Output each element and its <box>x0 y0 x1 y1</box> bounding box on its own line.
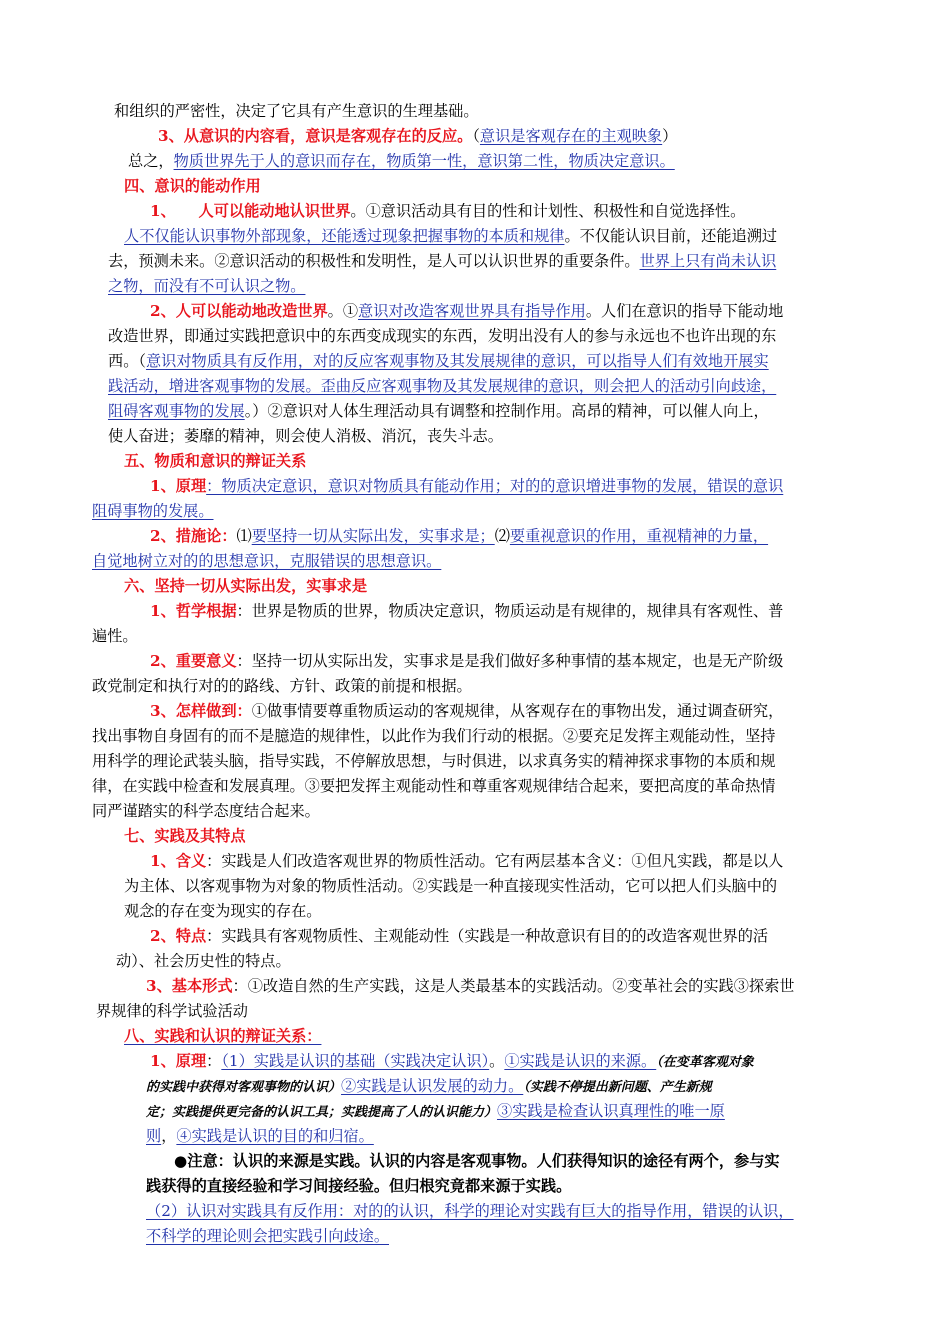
paren: ） <box>662 127 678 145</box>
text-line <box>150 851 783 871</box>
underlined-phrase: 意识对改造客观世界具有指导作用 <box>358 302 586 320</box>
text-run: 。）②意识对人体生理活动具有调整和控制作用。高昂的精神，可以催人向上， <box>244 402 769 420</box>
point-heading: 2、重要意义 <box>150 652 237 670</box>
point-heading: 1、原理 <box>150 477 207 495</box>
text-line <box>108 351 769 371</box>
text-run: ：实践具有客观物质性、主观能动性（实践是一种故意识有目的的改造客观世界的活 <box>206 927 769 945</box>
text-line: 界规律的科学试验活动 <box>96 1002 248 1020</box>
underlined-phrase: 意识是客观存在的主观映象 <box>479 127 663 145</box>
underlined-phrase: 不科学的理论则会把实践引向歧途。 <box>146 1227 389 1245</box>
underlined-phrase: 物质世界先于人的意识而存在，物质第一性，意识第二性，物质决定意识。 <box>173 152 675 170</box>
text-line: 遍性。 <box>92 627 138 645</box>
text-line: 使人奋进；萎靡的精神，则会使人消极、消沉，丧失斗志。 <box>108 427 503 445</box>
text-line <box>146 1126 374 1146</box>
note-line: 践获得的直接经验和学习间接经验。但归根究竟都来源于实践。 <box>146 1177 572 1195</box>
text-run: ：实践是人们改造客观世界的物质性活动。它有两层基本含义：①但凡实践，都是以人 <box>206 852 784 870</box>
underlined-phrase: 阻碍客观事物的发展 <box>108 402 245 420</box>
text-line <box>150 526 768 546</box>
underlined-phrase: 意识对物质具有反作用，对的反应客观事物及其发展规律的意识，可以指导人们有效地开展实 <box>145 352 769 370</box>
point-heading: 3、怎样做到： <box>150 702 252 720</box>
text-line: 律，在实践中检查和发展真理。③要把发挥主观能动性和尊重客观规律结合起来，要把高度的革命热情 <box>92 777 776 795</box>
text-line: 为主体、以客观事物为对象的物质性活动。②实践是一种直接现实性活动，它可以把人们头脑中的 <box>124 877 778 895</box>
text-run: 。①意识活动具有目的性和计划性、积极性和自觉选择性。 <box>350 202 746 220</box>
text-line <box>146 1076 712 1098</box>
italic-note: （在变革客观对象 <box>656 1055 754 1070</box>
text-line <box>150 201 745 221</box>
point-heading: 2、人可以能动地改造世界 <box>150 302 328 320</box>
section-heading: 八、实践和认识的辩证关系： <box>124 1027 322 1045</box>
text-line <box>150 701 783 721</box>
underlined-phrase: ：物质决定意识，意识对物质具有能动作用；对的的意识增进事物的发展，错误的意识 <box>206 477 784 495</box>
text-run: ①做事情要尊重物质运动的客观规律，从客观存在的事物出发，通过调查研究， <box>251 702 784 720</box>
paren: （ <box>472 127 480 145</box>
text-run: 。人们在意识的指导下能动地 <box>585 302 784 320</box>
underlined-phrase: 人不仅能认识事物外部现象，还能透过现象把握事物的本质和规律 <box>124 227 565 245</box>
text-line: 和组织的严密性，决定了它具有产生意识的生理基础。 <box>114 102 479 120</box>
text-run: 。① <box>327 302 359 320</box>
section-heading: 四、意识的能动作用 <box>124 177 261 195</box>
underlined-phrase: 阻碍事物的发展。 <box>92 502 214 520</box>
text-run: ⑵ <box>494 527 510 545</box>
underlined-phrase: ④实践是认识的目的和归宿。 <box>176 1127 374 1145</box>
text-line <box>158 126 677 146</box>
underlined-phrase: 世界上只有尚未认识 <box>639 252 777 270</box>
underlined-phrase: 自觉地树立对的的思想意识，克服错误的思想意识。 <box>92 552 442 570</box>
point-heading: 3、基本形式 <box>146 977 233 995</box>
underlined-phrase: 之物，而没有不可认识之物。 <box>108 277 306 295</box>
point-heading: 1、原理 <box>150 1052 207 1070</box>
text-run: 总之， <box>128 152 174 170</box>
section-heading: 六、坚持一切从实际出发，实事求是 <box>124 577 367 595</box>
section-heading: 七、实践及其特点 <box>124 827 246 845</box>
italic-note: （实践不停提出新问题、产生新规 <box>523 1080 712 1095</box>
text-run: ⑴ <box>236 527 252 545</box>
underlined-phrase: ①实践是认识的来源。 <box>504 1052 657 1070</box>
italic-note: 定；实践提供更完备的认识工具；实践提高了人的认识能力） <box>146 1105 498 1120</box>
point-heading: 1、含义 <box>150 852 207 870</box>
underlined-phrase: ②实践是认识发展的动力。 <box>341 1077 524 1095</box>
point-heading: 2、措施论： <box>150 527 237 545</box>
text-run: ：世界是物质的世界，物质决定意识，物质运动是有规律的，规律具有客观性、普 <box>236 602 784 620</box>
text-line: 改造世界，即通过实践把意识中的东西变成现实的东西，发明出没有人的参与永远也不也许出现的东 <box>108 327 777 345</box>
text-run: ：坚持一切从实际出发，实事求是是我们做好多种事情的基本规定，也是无产阶级 <box>236 652 784 670</box>
point-heading: 3、从意识的内容看，意识是客观存在的反应。 <box>158 127 473 145</box>
text-line: 政党制定和执行对的的路线、方针、政策的前提和根据。 <box>92 677 472 695</box>
underlined-phrase: 要坚持一切从实际出发，实事求是； <box>251 527 495 545</box>
text-line: 同严谨踏实的科学态度结合起来。 <box>92 802 320 820</box>
note-line: ●注意：认识的来源是实践。认识的内容是客观事物。人们获得知识的途径有两个，参与实 <box>174 1152 780 1170</box>
text-run: 。 <box>489 1052 505 1070</box>
point-heading: 2、特点 <box>150 927 207 945</box>
text-line <box>150 301 783 321</box>
text-run: 去，预测未来。②意识活动的积极性和发明性，是人可以认识世界的重要条件。 <box>108 252 640 270</box>
text-line <box>150 1051 754 1073</box>
text-run: 西。（ <box>108 352 146 370</box>
underlined-phrase: （2）认识对实践具有反作用：对的的认识，科学的理论对实践有巨大的指导作用，错误的认识， <box>146 1202 794 1220</box>
text-line <box>146 1101 725 1123</box>
text-line: 观念的存在变为现实的存在。 <box>124 902 322 920</box>
text-line <box>128 151 675 171</box>
text-line <box>150 651 783 671</box>
underlined-phrase: 要重视意识的作用，重视精神的力量， <box>509 527 769 545</box>
text-line <box>150 926 768 946</box>
text-run: 。不仅能认识目前，还能追溯过 <box>564 227 778 245</box>
text-line <box>150 476 783 496</box>
point-heading: 1、哲学根据 <box>150 602 237 620</box>
text-line: 找出事物自身固有的而不是臆造的规律性，以此作为我们行动的根据。②要充足发挥主观能动性，坚持 <box>92 727 776 745</box>
section-heading: 五、物质和意识的辩证关系 <box>124 452 307 470</box>
underlined-phrase: 践活动，增进客观事物的发展。歪曲反应客观事物及其发展规律的意识，则会把人的活动引向歧途， <box>108 377 777 395</box>
text-run: ：①改造自然的生产实践，这是人类最基本的实践活动。②变革社会的实践③探索世 <box>232 977 795 995</box>
text-line <box>150 601 783 621</box>
text-line <box>108 401 769 421</box>
text-line: 动）、社会历史性的特点。 <box>116 952 291 970</box>
italic-note: 的实践中获得对客观事物的认识） <box>146 1080 342 1095</box>
text-line <box>146 976 794 996</box>
text-run: ， <box>161 1127 177 1145</box>
underlined-phrase: ③实践是检查认识真理性的唯一原 <box>497 1102 725 1120</box>
text-run: ： <box>206 1052 222 1070</box>
text-line: 用科学的理论武装头脑，指导实践，不停解放思想，与时俱进，以求真务实的精神探求事物的本质和规 <box>92 752 776 770</box>
underlined-phrase: 则 <box>146 1127 162 1145</box>
text-line <box>108 251 776 271</box>
text-line <box>124 226 777 246</box>
underlined-phrase: （1）实践是认识的基础（实践决定认识） <box>221 1052 490 1070</box>
point-heading: 1、 人可以能动地认识世界 <box>150 202 351 220</box>
